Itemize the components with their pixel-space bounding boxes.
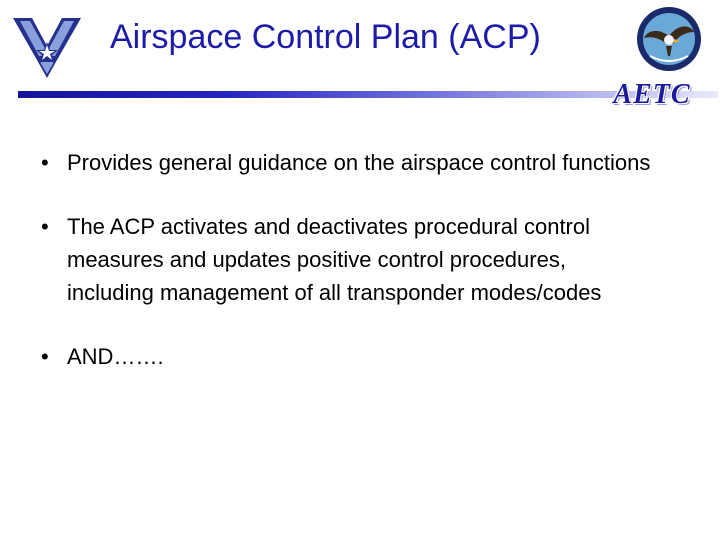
aetc-text: AETC	[613, 79, 691, 110]
aetc-wordmark	[596, 80, 708, 114]
bullet-item	[38, 210, 658, 309]
bullet-text: AND…….	[67, 344, 164, 369]
bullet-text: Provides general guidance on the airspace control functions	[67, 150, 651, 175]
slide-title: Airspace Control Plan (ACP)	[110, 18, 541, 56]
air-force-symbol-icon	[12, 12, 82, 78]
bullet-item	[38, 340, 658, 373]
bullet-text: The ACP activates and deactivates procedural control measures and updates positive control procedures, including management of all transponder modes/codes	[67, 214, 602, 305]
bullet-dot: •	[41, 344, 49, 369]
bullet-dot: •	[41, 214, 49, 239]
squadron-eagle-emblem-icon	[636, 6, 702, 72]
bullet-dot: •	[41, 150, 49, 175]
bullet-item	[38, 146, 658, 179]
bullet-list	[38, 146, 658, 404]
